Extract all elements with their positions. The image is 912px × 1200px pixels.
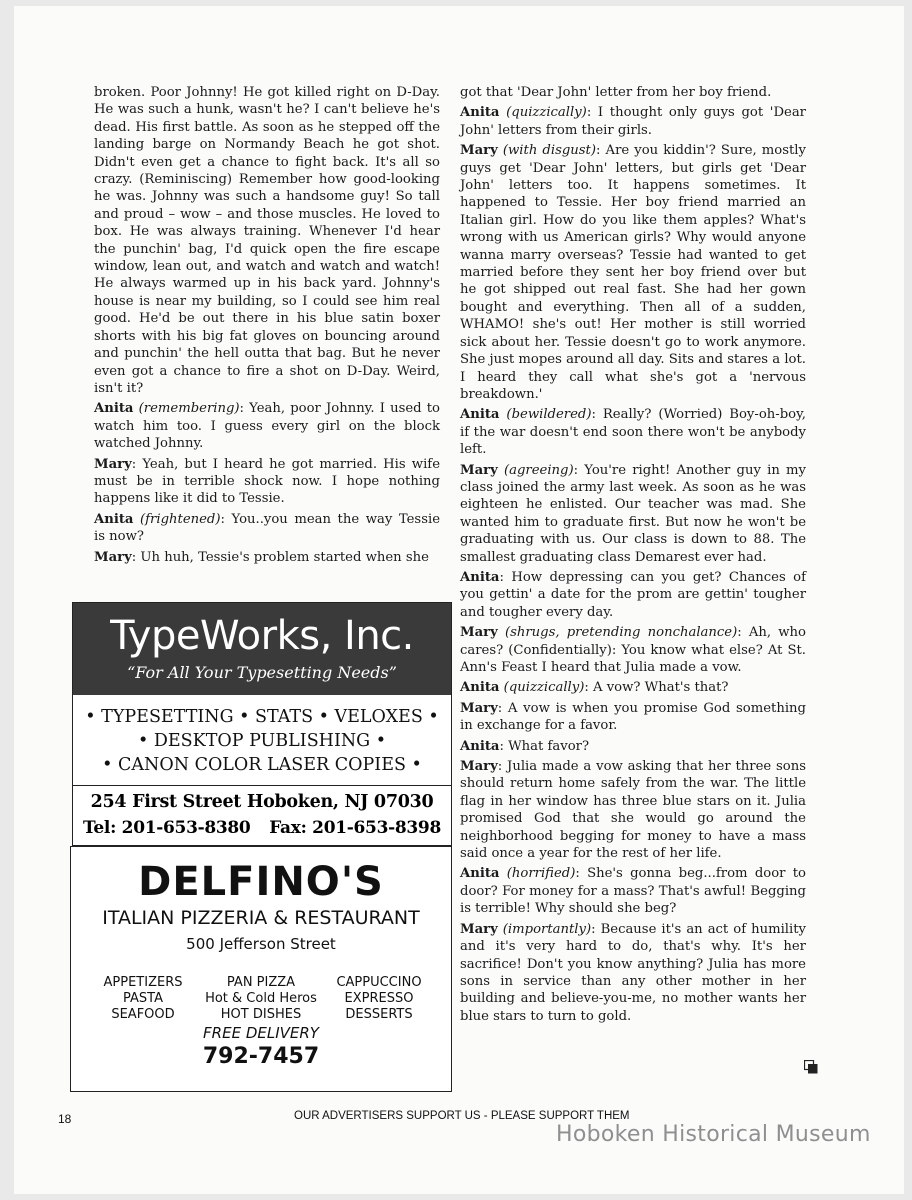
text-column-right [460,84,806,1028]
dialogue-paragraph [94,456,440,508]
menu-item: PAN PIZZA [226,975,296,990]
speaker-name: Mary [460,700,498,716]
speaker-name: Mary [94,549,132,565]
dialogue-paragraph [460,758,806,862]
typeworks-service-line: • CANON COLOR LASER COPIES • [102,755,422,775]
delfinos-delivery: FREE DELIVERY [203,1024,319,1042]
delfinos-phone: 792-7457 [202,1044,320,1069]
dialogue-paragraph [460,104,806,139]
dialogue-text: : Yeah, poor Johnny. I used to watch him too. I guess every girl on the block watched Johnny. [94,401,440,452]
dialogue-paragraph [460,624,806,676]
dialogue-text: : Ah, who cares? (Confidentially): You know what else? At St. Ann's Feast I heard that Julia made a vow. [460,625,806,675]
dialogue-text: broken. Poor Johnny! He got killed right on D-Day. He was such a hunk, wasn't he? I can't believe he's dead. His first battle. As soon as he stepped off the landing barge on Normandy Beach he got shot. Didn't even get a chance to fight back. It's all so crazy. (Reminiscing) Remember how good-looking he was. Johnny was such a handsome guy! So tall and proud – wow – and those muscles. He loved to box. He was always training. Whenever I'd hear the punchin' bag, I'd quick open the fire escape window, lean out, and watch and watch and watch! He always warmed up in his back yard. Johnny's house is near my building, so I could see him real good. He'd be out there in his blue satin boxer shorts with his big fat gloves on bouncing around and punchin' the hell outta that bag. But he never even got a chance to fire a shot on D-Day. Weird, isn't it? [94,85,440,396]
stage-direction: (importantly) [502,921,592,937]
dialogue-paragraph [460,921,806,1025]
dialogue-text: got that 'Dear John' letter from her boy friend. [460,85,772,100]
speaker-name: Anita [460,105,500,121]
dialogue-paragraph [460,865,806,917]
dialogue-paragraph [460,84,806,101]
stage-direction: (quizzically) [506,105,587,121]
dialogue-paragraph [94,511,440,546]
magazine-page [14,6,904,1194]
dialogue-text: : How depressing can you get? Chances of you gettin' a date for the prom are gettin' tougher and tougher every day. [460,569,806,620]
stage-direction: (quizzically) [503,680,585,696]
stage-direction: (with disgust) [502,143,596,159]
dialogue-text: : Really? (Worried) Boy-oh-boy, if the war doesn't end soon there won't be anybody left. [460,407,806,458]
menu-item: APPETIZERS [103,975,183,990]
speaker-name: Anita [460,407,500,423]
typeworks-tagline: “For All Your Typesetting Needs” [127,663,397,682]
speaker-name: Anita [460,738,500,754]
menu-item: SEAFOOD [111,1007,175,1022]
typeworks-fax: Fax: 201-653-8398 [269,818,441,838]
delfinos-menu [71,975,451,1022]
stage-direction: (shrugs, pretending nonchalance) [504,625,738,641]
dialogue-text: : I thought only guys got 'Dear John' letters from their girls. [460,105,806,138]
dialogue-text: : Uh huh, Tessie's problem started when she [131,549,429,565]
typeworks-phones [73,812,451,838]
stage-direction: (horrified) [506,866,576,882]
speaker-name: Mary [460,759,498,775]
delfinos-advertisement [70,846,452,1092]
dialogue-text: : You..you mean the way Tessie is now? [94,511,440,545]
dialogue-paragraph [460,700,806,735]
speaker-name: Anita [460,680,500,696]
menu-item: PASTA [123,991,163,1006]
dialogue-text: : She's gonna beg...from door to door? For money for a mass? That's awful! Begging is terrible! Why should she beg? [460,866,806,917]
dialogue-text: : What favor? [499,738,590,754]
stage-direction: (agreeing) [503,462,574,478]
typeworks-address: 254 First Street Hoboken, NJ 07030 [90,792,434,812]
dialogue-paragraph [460,406,806,458]
delfinos-name: DELFINO'S [138,859,384,905]
dialogue-paragraph [460,738,806,755]
page-number: 18 [58,1112,72,1126]
dialogue-paragraph [460,462,806,566]
speaker-name: Mary [460,462,498,478]
menu-item: HOT DISHES [220,1007,302,1022]
dialogue-text: : Are you kiddin'? Sure, mostly guys get 'Dear John' letters, but girls get 'Dear John' letters too. It happens sometimes. It happened to Tessie. Her boy friend married an Italian girl. How do you like them apples? What's wrong with us American girls? Why would anyone wanna marry overseas? Tessie had wanted to get married before they sent her boy friend over but he got shipped out real fast. She had her gown bought and everything. Then all of a sudden, WHAMO! she's out! Her mother is still worried sick about her. Tessie doesn't go to work anymore. She just mopes around all day. Sits and stares a lot. I heard they call what she's got a 'nervous breakdown.' [460,143,806,402]
speaker-name: Anita [460,866,500,882]
menu-item: DESSERTS [345,1007,413,1022]
stage-direction: (remembering) [138,401,240,417]
stage-direction: (frightened) [140,511,221,527]
speaker-name: Anita [94,511,134,527]
dialogue-text: : A vow is when you promise God something in exchange for a favor. [460,700,806,734]
dialogue-paragraph [460,142,806,403]
speaker-name: Anita [94,401,134,417]
dialogue-paragraph [460,679,806,696]
typeworks-tel: Tel: 201-653-8380 [83,818,251,838]
menu-item: Hot & Cold Heros [205,991,317,1006]
menu-item: CAPPUCCINO [336,975,422,990]
typeworks-banner [73,603,451,695]
menu-item: EXPRESSO [344,991,414,1006]
speaker-name: Mary [460,143,498,159]
speaker-name: Mary [460,625,498,641]
typeworks-service-line: • TYPESETTING • STATS • VELOXES • [85,707,439,727]
typeworks-service-line: • DESKTOP PUBLISHING • [137,731,387,751]
stage-direction: (bewildered) [506,407,592,423]
typeworks-name: TypeWorks, Inc. [110,613,414,659]
dialogue-paragraph [94,400,440,452]
dialogue-text: : Yeah, but I heard he got married. His wife must be in terrible shock now. I hope nothing happens like it did to Tessie. [94,456,440,507]
delfinos-subtitle: ITALIAN PIZZERIA & RESTAURANT [102,907,420,929]
typeworks-advertisement [72,602,452,846]
end-of-article-icon [804,1060,818,1074]
speaker-name: Anita [460,569,500,585]
dialogue-text: : A vow? What's that? [584,680,729,696]
museum-watermark: Hoboken Historical Museum [556,1122,871,1147]
dialogue-text: : Julia made a vow asking that her three sons should return home safely from the war. The little flag in her window has three blue stars on it. Julia promised God that she would go around the neighborhood begging for money to have a mass said once a year for the rest of her life. [460,759,806,862]
delfinos-street: 500 Jefferson Street [186,935,336,953]
dialogue-text: : Because it's an act of humility and it's very hard to do, that's why. It's her sacrifice! Don't you know anything? Julia has more sons in service than any other mother in her building and believe-you-me, no mother wants her blue stars to turn to gold. [460,921,806,1024]
speaker-name: Mary [460,921,498,937]
typeworks-contact [73,785,451,838]
dialogue-paragraph [460,569,806,621]
dialogue-text: : You're right! Another guy in my class joined the army last week. As soon as he was eighteen he enlisted. Our teacher was mad. She wanted him to graduate first. But now he won't be graduating with us. Our class is down to 88. The smallest graduating class Demarest ever had. [460,462,806,565]
dialogue-paragraph [94,549,440,566]
dialogue-paragraph [94,84,440,397]
footer-note: OUR ADVERTISERS SUPPORT US - PLEASE SUPPORT THEM [294,1110,630,1122]
text-column-left [94,84,440,569]
typeworks-services [73,695,451,785]
speaker-name: Mary [94,456,132,472]
